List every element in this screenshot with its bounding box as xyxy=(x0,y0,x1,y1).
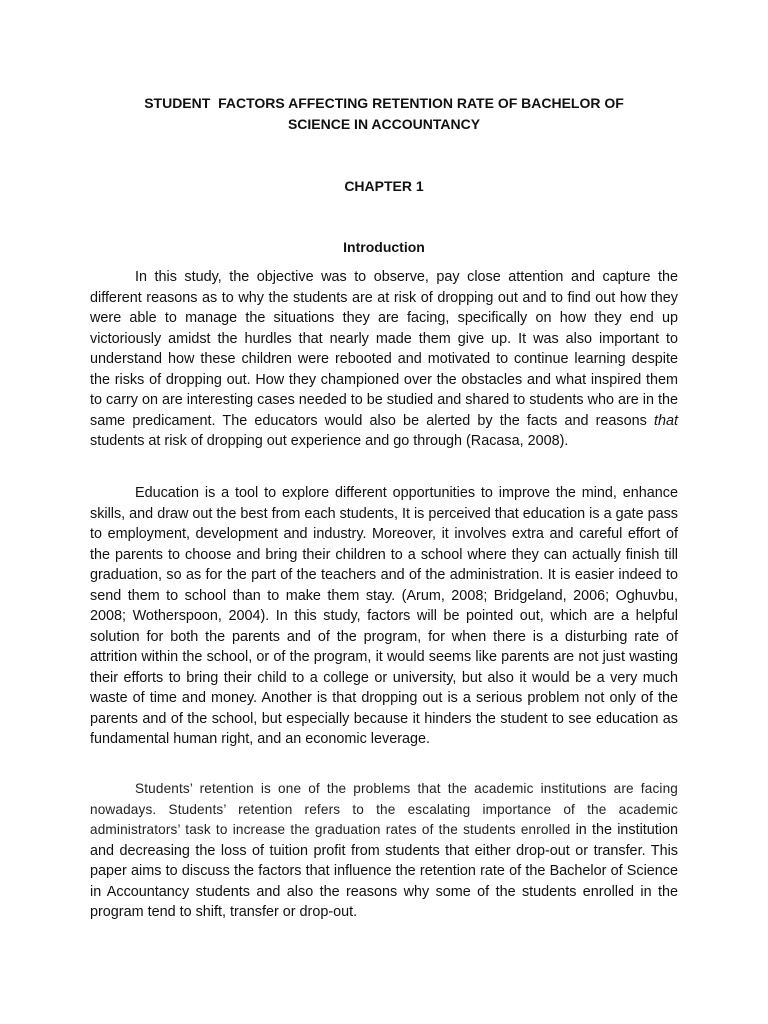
title-line-1: STUDENT FACTORS AFFECTING RETENTION RATE OF BACHELOR OF xyxy=(144,95,624,111)
paragraph-3 xyxy=(90,779,678,923)
paragraph-3-text-a: Students’ retention is one of the problems that the academic institutions are facing nowadays. Students’ retention refers to the escalating importance of the academic administrators’ task to increase the graduation rates of the students enrolled xyxy=(90,781,678,837)
section-heading: Introduction xyxy=(343,239,425,255)
paragraph-1 xyxy=(90,267,678,452)
paragraph-1-italic-word: that xyxy=(653,412,678,429)
title-line-2: SCIENCE IN ACCOUNTANCY xyxy=(287,115,481,132)
paragraph-1-text-b: students at risk of dropping out experience and go through (Racasa, 2008). xyxy=(90,433,569,449)
paragraph-3-text-b: in the institution and decreasing the loss of tuition profit from students that either drop-out or transfer. This paper aims to discuss the factors that influence the retention rate of the Bachelor of Science in Accountancy students and also the reasons why some of the students enrolled in the program tend to shift, transfer or drop-out. xyxy=(90,822,678,920)
chapter-heading: CHAPTER 1 xyxy=(344,178,424,194)
document-title xyxy=(90,93,678,134)
paragraph-2: Education is a tool to explore different opportunities to improve the mind, enhance skills, and draw out the best from each students, It is perceived that education is a gate pass to employment, development and industry. Moreover, it involves extra and careful effort of the parents to choose and bring their children to a school where they can actually finish till graduation, so as for the part of the teachers and of the administration. It is easier indeed to send them to school than to make them stay. (Arum, 2008; Bridgeland, 2006; Oghuvbu, 2008; Wotherspoon, 2004). In this study, factors will be pointed out, which are a helpful solution for both the parents and of the program, for when there is a disturbing rate of attrition within the school, or of the program, it would seems like parents are not just wasting their efforts to bring their child to a college or university, but also it would be a very much waste of time and money. Another is that dropping out is a serious problem not only of the parents and of the school, but especially because it hinders the student to see education as fundamental human right, and an economic leverage. xyxy=(90,485,678,747)
paragraph-1-text-a: In this study, the objective was to observe, pay close attention and capture the different reasons as to why the students are at risk of dropping out and to find out how they were able to manage the situations they are facing, specifically on how they end up victoriously amidst the hurdles that nearly made them give up. It was also important to understand how these children were rebooted and motivated to continue learning despite the risks of dropping out. How they championed over the obstacles and what inspired them to carry on are interesting cases needed to be studied and shared to students who are in the same predicament. The educators would also be alerted by the facts and reasons xyxy=(90,269,678,429)
